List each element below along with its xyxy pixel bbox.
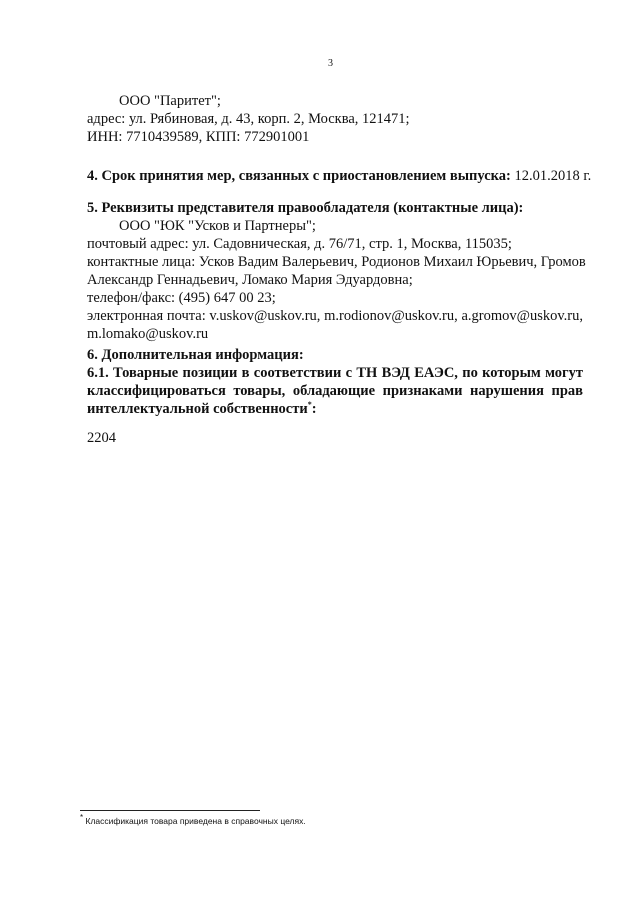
tn-ved-code: 2204 [87, 430, 116, 446]
recipient-inn-kpp: ИНН: 7710439589, КПП: 772901001 [87, 129, 310, 145]
section-5 [87, 199, 586, 343]
recipient-address: адрес: ул. Рябиновая, д. 43, корп. 2, Москва, 121471; [87, 111, 410, 127]
postal-address: почтовый адрес: ул. Садовническая, д. 76/71, стр. 1, Москва, 115035; [87, 236, 512, 252]
page-number: 3 [328, 58, 333, 69]
contact-persons-line-1: контактные лица: Усков Вадим Валерьевич, Родионов Михаил Юрьевич, Громов [87, 254, 586, 270]
footnote-mark: * [80, 813, 84, 823]
section-4-date: 12.01.2018 г. [514, 168, 592, 184]
section-5-title: 5. Реквизиты представителя правообладателя (контактные лица): [87, 200, 524, 216]
section-4 [87, 167, 592, 185]
section-6-title: 6. Дополнительная информация: [87, 347, 304, 363]
footnote-divider [80, 810, 260, 811]
section-6-1-line-3: интеллектуальной собственности [87, 401, 308, 417]
footnote-marker: * [307, 400, 312, 410]
recipient-block [87, 92, 583, 146]
footnote [80, 813, 306, 826]
email-line-1: электронная почта: v.uskov@uskov.ru, m.rodionov@uskov.ru, a.gromov@uskov.ru, [87, 308, 583, 324]
contact-persons-line-2: Александр Геннадьевич, Ломако Мария Эдуардовна; [87, 272, 413, 288]
phone-fax: телефон/факс: (495) 647 00 23; [87, 290, 276, 306]
section-6-1-colon: : [311, 401, 317, 417]
footnote-text: Классификация товара приведена в справочных целях. [85, 816, 306, 826]
representative-company: ООО "ЮК "Усков и Партнеры"; [119, 218, 316, 234]
email-line-2: m.lomako@uskov.ru [87, 326, 209, 342]
section-6 [87, 346, 583, 418]
section-6-1-line-2: классифицироваться товары, обладающие признаками нарушения прав [87, 383, 583, 399]
recipient-name: ООО "Паритет"; [119, 93, 221, 109]
section-6-1-line-1: 6.1. Товарные позиции в соответствии с ТН ВЭД ЕАЭС, по которым могут [87, 365, 583, 381]
section-4-label: 4. Срок принятия мер, связанных с приостановлением выпуска: [87, 168, 511, 184]
tn-ved-code-block [87, 429, 583, 447]
